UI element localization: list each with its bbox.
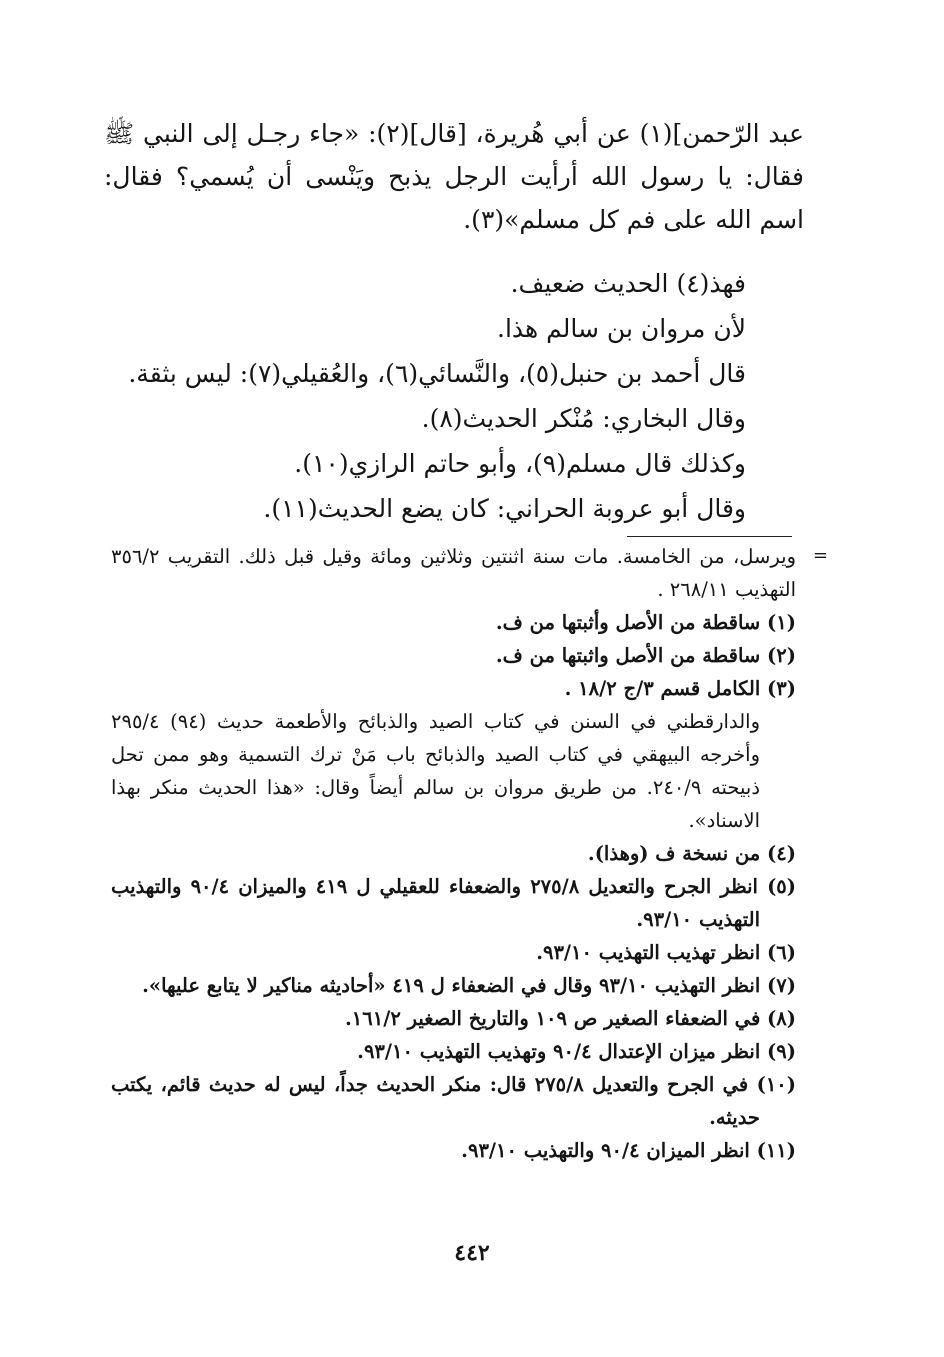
text-line: لأن مروان بن سالم هذا.: [497, 314, 746, 343]
text-line: فهذ(٤) الحديث ضعيف.: [510, 269, 746, 298]
footnotes: [111, 540, 796, 1167]
footnote-continuation: ويرسل، من الخامسة. مات سنة اثنتين وثلاثين ومائة وقيل قبل ذلك. التقريب ٣٥٦/٢ التهذيب ٢٦٨/١١ .: [111, 545, 796, 601]
footnote: (٦) انظر تهذيب التهذيب ٩٣/١٠.: [536, 941, 796, 964]
text-line: وكذلك قال مسلم(٩)، وأبو حاتم الرازي(١٠).: [294, 449, 746, 478]
footnote: (١١) انظر الميزان ٩٠/٤ والتهذيب ٩٣/١٠.: [461, 1139, 796, 1162]
text-line: وقال أبو عروبة الحراني: كان يضع الحديث(١١).: [263, 494, 746, 523]
main-text: [104, 112, 804, 531]
commentary-block: [104, 261, 804, 531]
footnote: (٤) من نسخة ف (وهذا).: [587, 842, 796, 865]
text-line: وقال البخاري: مُنْكر الحديث(٨).: [421, 404, 746, 433]
continuation-mark: =: [812, 545, 828, 566]
opening-paragraph: عبد الرّحمن](١) عن أبي هُريرة، [قال](٢): «جاء رجـل إلى النبي ﷺ فقال: يا رسول الله أرأيت الرجل يذبح ويَنْسى أن يُسمي؟ فقال: اسم الله على فم كل مسلم»(٣).: [104, 119, 804, 234]
footnote: (٨) في الضعفاء الصغير ص ١٠٩ والتاريخ الصغير ١٦١/٢.: [345, 1007, 796, 1030]
footnote: (١) ساقطة من الأصل وأثبتها من ف.: [495, 611, 796, 634]
footnote: (٢) ساقطة من الأصل واثبتها من ف.: [495, 644, 796, 667]
page-number: ٤٤٢: [454, 1240, 490, 1266]
footnote: (٣) الكامل قسم ٣/ج ١٨/٢ .: [564, 677, 796, 700]
footnote: (١٠) في الجرح والتعديل ٢٧٥/٨ قال: منكر الحديث جداً، ليس له حديث قائم، يكتب حديثه.: [111, 1073, 797, 1129]
footnote: (٥) انظر الجرح والتعديل ٢٧٥/٨ والضعفاء للعقيلي ل ٤١٩ والميزان ٩٠/٤ والتهذيب التهذيب ٩٣/١٠.: [111, 875, 797, 931]
footnote-detail: والدارقطني في السنن في كتاب الصيد والذبائح والأطعمة حديث (٩٤) ٢٩٥/٤ وأخرجه البيهقي في كتاب الصيد والذبائح باب مَنْ ترك التسمية وهو ممن تحل ذبيحته ٢٤٠/٩. من طريق مروان بن سالم أيضاً وقال: «هذا الحديث منكر بهذا الاسناد».: [111, 710, 761, 832]
footnote: (٧) انظر التهذيب ٩٣/١٠ وقال في الضعفاء ل ٤١٩ «أحاديثه مناكير لا يتابع عليها».: [142, 974, 796, 997]
footnote: (٩) انظر ميزان الإعتدال ٩٠/٤ وتهذيب التهذيب ٩٣/١٠.: [357, 1040, 796, 1063]
text-line: قال أحمد بن حنبل(٥)، والنَّسائي(٦)، والعُقيلي(٧): ليس بثقة.: [128, 359, 746, 388]
footnote-separator: [627, 536, 792, 537]
